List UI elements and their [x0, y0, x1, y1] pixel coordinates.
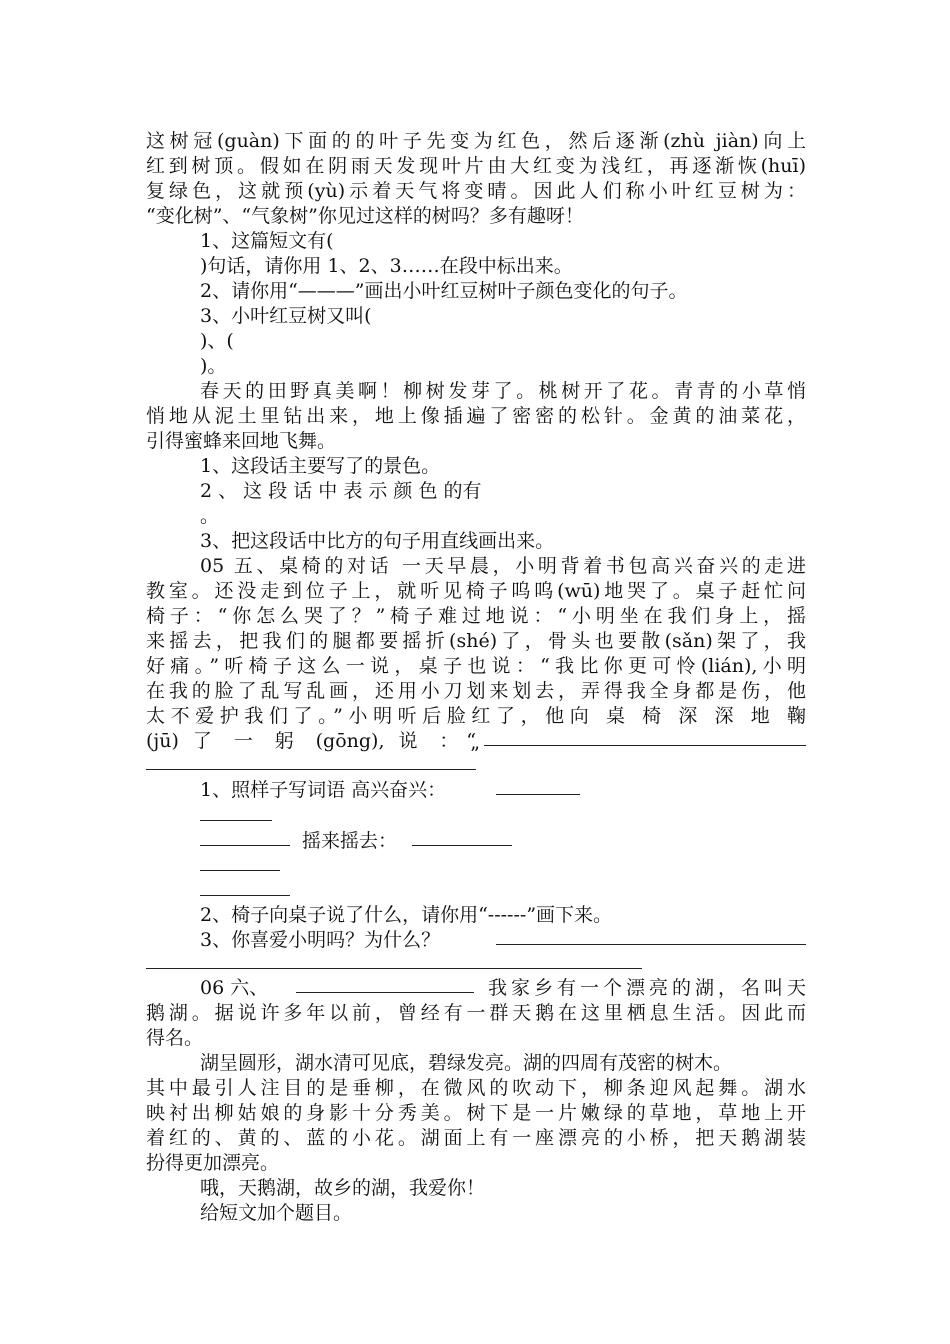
title-blank	[296, 992, 474, 993]
question-5-2: 2、椅子向桌子说了什么，请你用“------”画下来。	[200, 904, 613, 926]
text-line-3: 复绿色，这就预(yù)示着天气将变晴。因此人们称小叶红豆树为：	[146, 180, 806, 202]
question-6-1: 给短文加个题目。	[200, 1202, 353, 1224]
section-06-line-2: 鹅湖。据说许多年以前，曾经有一群天鹅在这里栖息生活。因此而	[146, 1002, 806, 1024]
question-5-3: 3、你喜爱小明吗？为什么？	[200, 929, 441, 951]
question-1-3-cont: )、(	[200, 330, 234, 352]
section-05-line-1: 05 五、桌椅的对话 一天早晨，小明背着书包高兴奋兴的走进	[200, 555, 806, 577]
question-1-2: 2、请你用“———”画出小叶红豆树叶子颜色变化的句子。	[200, 280, 688, 302]
section-05-line-5: 好痛。”听椅子这么一说，桌子也说：“我比你更可怜(lián),小明	[146, 655, 806, 677]
question-1-1-cont: )句话，请你用 1、2、3……在段中标出来。	[200, 255, 573, 277]
text-line-4: “变化树”、“气象树”你见过这样的树吗？多有趣呀！	[146, 205, 584, 227]
section-06-line-3: 得名。	[146, 1027, 204, 1049]
closing-quote: ”	[470, 743, 480, 765]
question-5-1: 1、照样子写词语 高兴奋兴：	[200, 779, 447, 801]
section-06-para2-line-2: 其中最引人注目的是垂柳，在微风的吹动下，柳条迎风起舞。湖水	[146, 1077, 806, 1099]
text-line-1: 这树冠(guàn)下面的的叶子先变为红色，然后逐渐(zhù jiàn)向上	[146, 130, 806, 152]
section-06-para3: 哦，天鹅湖，故乡的湖，我爱你！	[200, 1177, 486, 1199]
text-line-spring-3: 引得蜜蜂来回地飞舞。	[146, 430, 337, 452]
text-line-spring-2: 悄地从泥土里钻出来，地上像插遍了密密的松针。金黄的油菜花，	[146, 405, 806, 427]
answer-blank-quote	[484, 745, 806, 746]
question-1-1: 1、这篇短文有(	[200, 230, 334, 252]
word-blank-5	[200, 870, 280, 871]
word-blank-2	[200, 820, 272, 821]
text-line-2: 红到树顶。假如在阴雨天发现叶片由大红变为浅红，再逐渐恢(huī)	[146, 155, 806, 177]
section-06-para2-line-4: 着红的、黄的、蓝的小花。湖面上有一座漂亮的小桥，把天鹅湖装	[146, 1127, 806, 1149]
question-2-3: 3、把这段话中比方的句子用直线画出来。	[200, 530, 555, 552]
word-blank-4	[412, 845, 512, 846]
section-05-line-3: 椅子：“你怎么哭了？”椅子难过地说：“小明坐在我们身上，摇	[146, 605, 806, 627]
section-05-line-6: 在我的脸了乱写乱画，还用小刀划来划去，弄得我全身都是伤，他	[146, 680, 806, 702]
word-blank-6	[200, 895, 290, 896]
question-2-2-end: 。	[200, 505, 220, 527]
section-05-line-4: 来摇去，把我们的腿都要摇折(shé)了，骨头也要散(sǎn)架了，我	[146, 630, 806, 652]
answer-blank-5-3b	[146, 968, 642, 969]
section-06-para2-line-3: 映衬出柳姑娘的身影十分秀美。树下是一片嫩绿的草地，草地上开	[146, 1102, 806, 1124]
text-line-spring-1: 春天的田野真美啊！柳树发芽了。桃树开了花。青青的小草悄	[200, 380, 806, 402]
answer-blank-quote-2	[146, 769, 476, 770]
answer-blank-5-3	[496, 944, 806, 945]
question-1-3: 3、小叶红豆树又叫(	[200, 305, 372, 327]
section-05-line-2: 教室。还没走到位子上，就听见椅子呜呜(wū)地哭了。桌子赶忙问	[146, 580, 806, 602]
word-blank-3	[200, 845, 290, 846]
example-word-2: 摇来摇去：	[302, 830, 398, 852]
section-06-para2-line-1: 湖呈圆形，湖水清可见底，碧绿发亮。湖的四周有茂密的树木。	[200, 1052, 733, 1074]
section-06-line-1: 我家乡有一个漂亮的湖，名叫天	[488, 977, 806, 999]
question-1-3-end: )。	[200, 355, 227, 377]
question-2-1: 1、这段话主要写了的景色。	[200, 455, 441, 477]
word-blank-1	[496, 794, 580, 795]
section-05-line-7: 太不爱护我们了。”小明听后脸红了，他向 桌 椅 深 深 地 鞠	[146, 705, 806, 727]
section-06-para2-line-5: 扮得更加漂亮。	[146, 1152, 280, 1174]
section-06-label: 06 六、	[200, 977, 269, 999]
question-2-2: 2 、 这 段 话 中 表 示 颜 色 的有	[200, 480, 482, 502]
section-05-line-8: (jū) 了 一 躬 (gōng), 说 ：“	[146, 730, 476, 752]
